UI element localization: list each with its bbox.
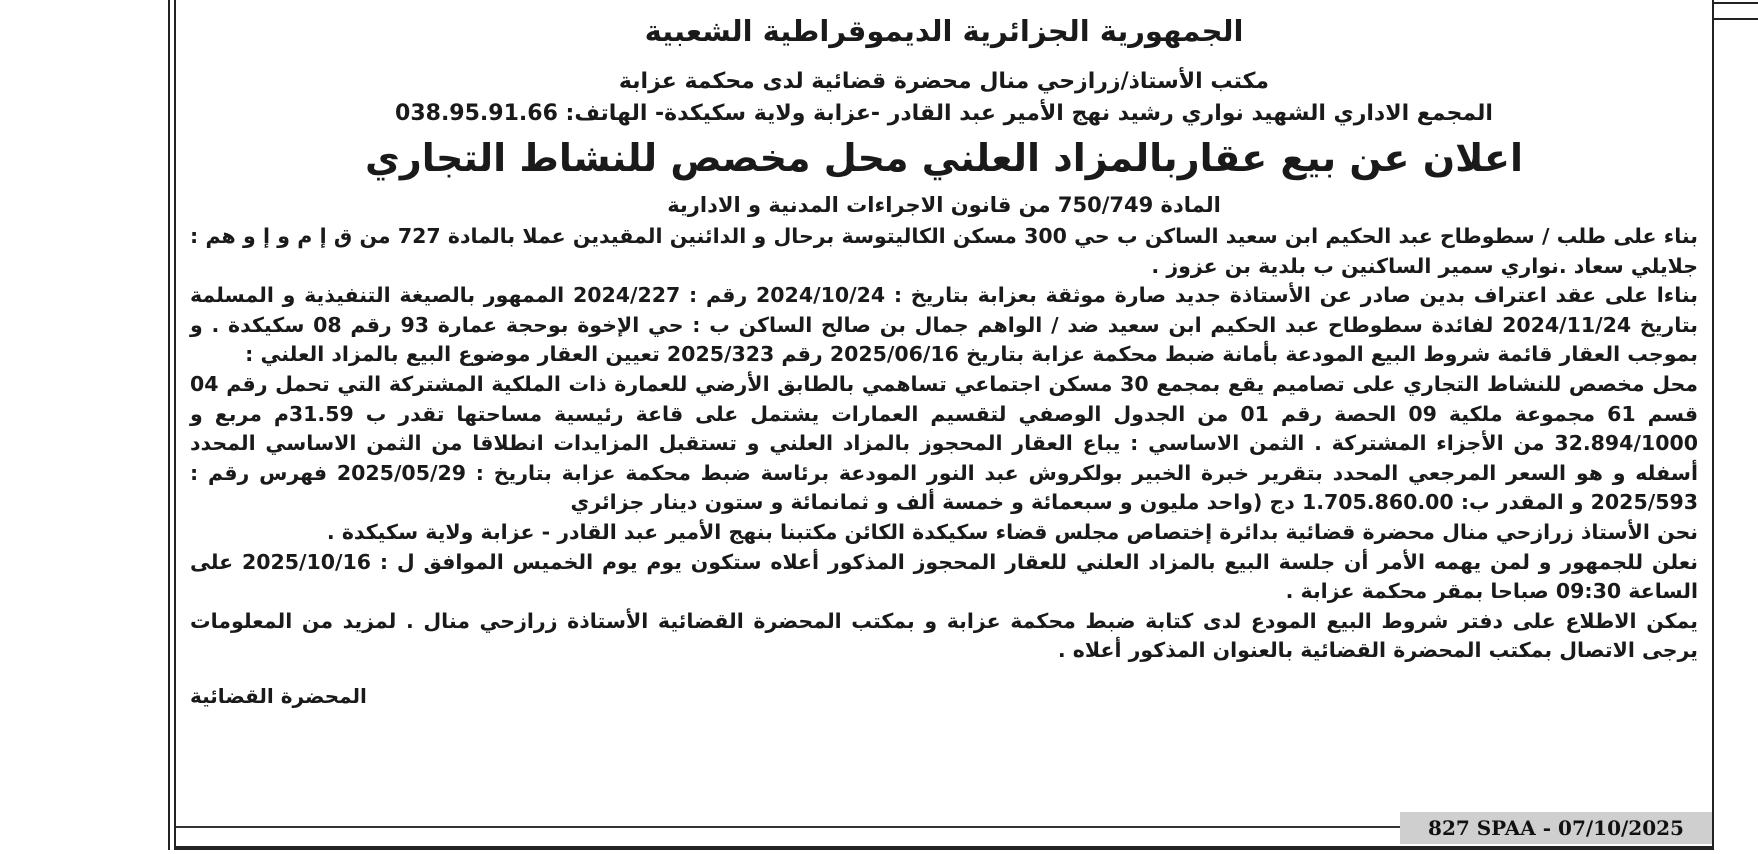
left-border-inner: [174, 0, 176, 850]
legal-article: المادة 750/749 من قانون الاجراءات المدنية و الادارية: [667, 193, 1221, 217]
paragraph-contact: يمكن الاطلاع على دفتر شروط البيع المودع لدى كتابة ضبط محكمة عزابة و بمكتب المحضرة القضائية الأستاذة زرازحي منال . لمزيد من المعلومات يرجى الاتصال بمكتب المحضرة القضائية بالعنوان المذكور أعلاه .: [190, 608, 1698, 663]
right-border-tick-mid: [1712, 18, 1758, 20]
bottom-border: [174, 846, 1714, 850]
footer-rule: [176, 826, 1400, 828]
office-address: المجمع الاداري الشهيد نواري رشيد نهج الأمير عبد القادر -عزابة ولاية سكيكدة- الهاتف: 038.95.91.66: [395, 101, 1493, 126]
right-border-tick-top: [1712, 2, 1758, 4]
paragraph-requester: بناء على طلب / سطوطاح عبد الحكيم ابن سعيد الساكن ب حي 300 مسكن الكاليتوسة برحال و الدائنين المقيدين عملا بالمادة 727 من ق إ م و إ و هم : جلايلي سعاد .نواري سمير الساكنين ب بلدية بن عزوز .: [190, 224, 1698, 278]
office-heading: مكتب الأستاذ/زرازحي منال محضرة قضائية لدى محكمة عزابة: [618, 69, 1270, 94]
paragraph-auction-date: نعلن للجمهور و لمن يهمه الأمر أن جلسة البيع بالمزاد العلني للعقار المحجوز المذكور أعلاه ستكون يوم يوم الخميس الموافق ل : 2025/10/16 على الساعة 09:30 صباحا بمقر محكمة عزابة .: [190, 549, 1698, 604]
republic-heading: الجمهورية الجزائرية الديموقراطية الشعبية: [644, 14, 1244, 48]
paragraph-bailiff: نحن الأستاذ زرازحي منال محضرة قضائية بدائرة إختصاص مجلس قضاء سكيكدة الكائن مكتبنا بنهج الأمير عبد القادر - عزابة ولاية سكيكدة .: [326, 519, 1698, 544]
paragraph-property: محل مخصص للنشاط التجاري على تصاميم يقع بمجمع 30 مسكن اجتماعي تساهمي بالطابق الأرضي للعمارة ذات الملكية المشتركة التي تحمل رقم 04 قسم 61 مجموعة ملكية 09 الحصة رقم 01 من الجدول الوصفي لتقسيم العمارات يشتمل على قاعة رئيسية مساحتها تقدر ب 31.59م مربع و 32.894/1000 من الأجزاء المشتركة . الثمن الاساسي : يباع العقار المحجوز بالمزاد العلني و تستقبل المزايدات انطلاقا من الثمن الاساسي المحدد أسفله و هو السعر المرجعي المحدد بتقرير خبرة الخبير بولكروش عبد النور المودعة برئاسة ضبط محكمة عزابة بتاريخ : 2025/05/29 فهرس رقم : 2025/593 و المقدر ب: 1.705.860.00 دج (واحد مليون و سبعمائة و خمسة ألف و ثمانمائة و ستون دينار جزائري: [190, 371, 1699, 515]
publication-reference: 827 SPAA - 07/10/2025: [1400, 812, 1712, 844]
right-border: [1712, 0, 1714, 850]
notice-title: اعلان عن بيع عقاربالمزاد العلني محل مخصص للنشاط التجاري: [365, 136, 1523, 180]
left-border-outer: [168, 0, 170, 850]
notice-body: [190, 222, 1698, 666]
signature: المحضرة القضائية: [190, 683, 367, 708]
paragraph-debt-act: بناءا على عقد اعتراف بدين صادر عن الأستاذة جديد صارة موثقة بعزابة بتاريخ : 2024/10/24 رقم : 2024/227 الممهور بالصيغة التنفيذية و المسلمة بتاريخ 2024/11/24 لفائدة سطوطاح عبد الحكيم ابن سعيد ضد / الواهم جمال بن صالح الساكن ب : حي الإخوة بوحجة عمارة 93 رقم 08 سكيكدة . و بموجب العقار قائمة شروط البيع المودعة بأمانة ضبط محكمة عزابة بتاريخ 2025/06/16 رقم 2025/323 تعيين العقار موضوع البيع بالمزاد العلني :: [190, 283, 1698, 367]
legal-notice: [190, 6, 1698, 806]
